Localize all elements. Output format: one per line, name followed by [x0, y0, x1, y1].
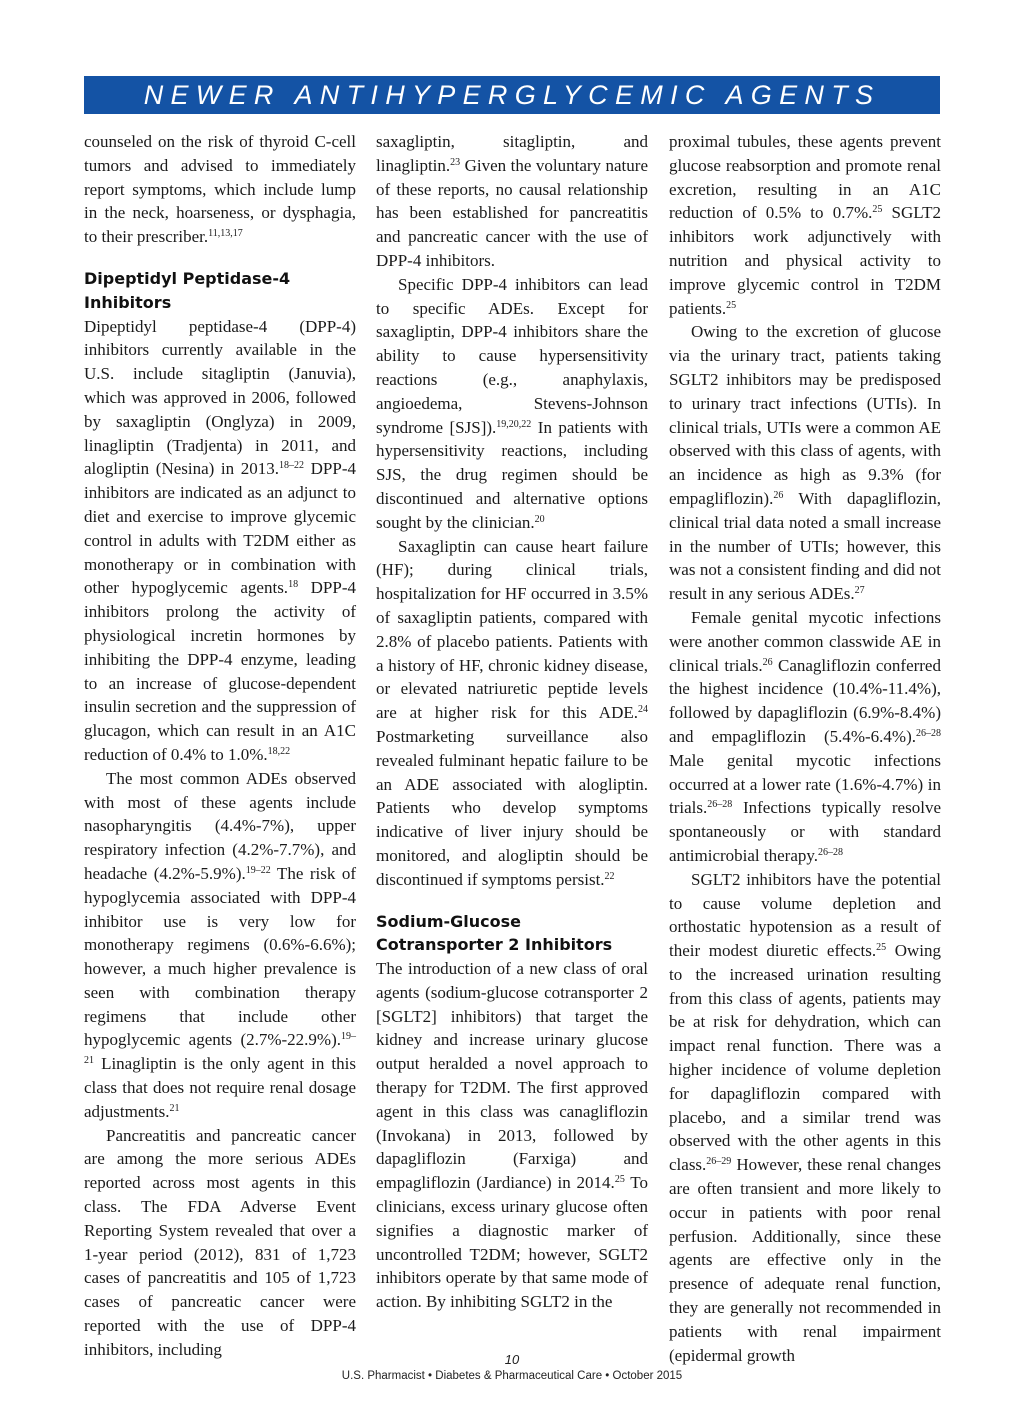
heading-sglt2-inhibitors: Sodium-Glucose Cotransporter 2 Inhibitors	[376, 911, 613, 955]
paragraph: proximal tubules, these agents prevent glucose reabsorption and promote renal excretion, resulting in an A1C reduction of 0.5% to 0.7%.$^{25}$ SGLT2 inhibitors work adjunctively with nutrition and physical activity to improve glycemic control in T2DM patients.$^{25}$	[669, 132, 941, 318]
paragraph: Saxagliptin can cause heart failure (HF); during clinical trials, hospitalization for HF occurred in 3.5% of saxagliptin patients, compared with 2.8% of placebo patients. Patients with a history of HF, chronic kidney disease, or elevated natriuretic peptide levels are at higher risk for this ADE.$^{24}$ Postmarketing surveillance also revealed fulminant hepatic failure to be an ADE associated with alogliptin. Patients who develop symptoms indicative of liver injury should be monitored, and alogliptin should be discontinued if symptoms persist.$^{22}$	[376, 536, 648, 889]
citation: 20	[534, 513, 545, 525]
paragraph: The most common ADEs observed with most of these agents include nasopharyngitis (4.4%-7%), upper respiratory infection (4.2%-7.7%), and headache (4.2%-5.9%).$^{19-22}$ The risk of hypoglycemia associated with DPP-4 inhibitor use is very low for monotherapy regimens (0.6%-6.6%); however, a much higher prevalence is seen with combination therapy regimens that include other hypoglycemic agents (2.7%-22.9%).$^{19-21}$ Linagliptin is the only agent in this class that does not require renal dosage adjustments.$^{21}$	[84, 768, 356, 1121]
citation: 23	[450, 156, 461, 168]
heading-dpp4-inhibitors: Dipeptidyl Peptidase-4 Inhibitors	[84, 268, 291, 312]
citation: 21	[169, 1102, 180, 1114]
citation: 26–29	[706, 1156, 732, 1168]
citation: 18,22	[267, 745, 291, 757]
citation: 25	[726, 299, 737, 311]
citation: 26–28	[916, 727, 941, 739]
paragraph: Owing to the excretion of glucose via the urinary tract, patients taking SGLT2 inhibitors may be predisposed to urinary tract infections (UTIs). In clinical trials, UTIs were a common AE observed with this class of agents, with an incidence as high as 9.3% (for empagliflozin).$^{26}$ With dapagliflozin, clinical trial data noted a small increase in the number of UTIs; however, this was not a consistent finding and did not result in any serious ADEs.$^{27}$	[669, 322, 941, 604]
citation: 24	[638, 704, 648, 716]
section-header-banner	[84, 76, 940, 114]
citation: 18–22	[279, 460, 305, 472]
text-column-1	[84, 130, 356, 1362]
citation: 22	[604, 870, 615, 882]
page-number: 10	[504, 1352, 520, 1367]
citation: 19,20,22	[496, 418, 532, 430]
paragraph: The introduction of a new class of oral agents (sodium-glucose cotransporter 2 [SGLT2] inhibitors) that target the kidney and increase urinary glucose output heralded a novel approach to therapy for T2DM. The first approved agent in this class was canagliflozin (Invokana) in 2013, followed by dapagliflozin (Farxiga) and empagliflozin (Jardiance) in 2014.25 To clinicians, excess urinary glucose often signifies a diagnostic marker of uncontrolled T2DM; however, SGLT2 inhibitors operate by that same mode of action. By inhibiting SGLT2 in the	[376, 959, 649, 1312]
paragraph: Female genital mycotic infections were another common classwide AE in clinical trials.$^{26}$ Canagliflozin conferred the highest incidence (10.4%-11.4%), followed by dapagliflozin (6.9%-8.4%) and empagliflozin (5.4%-6.4%).$^{26-28}$ Male genital mycotic infections occurred at a lower rate (1.6%-4.7%) in trials.$^{26-28}$ Infections typically resolve spontaneously or with standard antimicrobial therapy.$^{26-28}$	[669, 607, 941, 865]
paragraph: counseled on the risk of thyroid C-cell tumors and advised to immediately report symptoms, which include lump in the neck, hoarseness, or dysphagia, to their prescriber.$^{11,13,17}$	[84, 132, 356, 247]
section-header-title: NEWER ANTIHYPERGLYCEMIC AGENTS	[143, 80, 881, 110]
citation: 26	[762, 656, 773, 668]
paragraph: SGLT2 inhibitors have the potential to cause volume depletion and orthostatic hypotension as a result of their modest diuretic effects.$^{25}$ Owing to the increased urination resulting from this class of agents, patients may be at risk for dehydration, which can impact renal function. There was a higher incidence of volume depletion for dapagliflozin compared with placebo, and a similar trend was observed with the other agents in this class.$^{26-29}$ However, these renal changes are often transient and more likely to occur in patients with poor renal perfusion. Additionally, since these agents are effective only in the presence of adequate renal function, they are generally not recommended in patients with renal impairment (epidermal growth	[669, 869, 942, 1365]
citation: 27	[854, 585, 865, 597]
citation: 26–28	[707, 799, 733, 811]
paragraph: Dipeptidyl peptidase-4 (DPP-4) inhibitors currently available in the U.S. include sitagliptin (Januvia), which was approved in 2006, followed by saxagliptin (Onglyza) in 2009, linagliptin (Tradjenta) in 2011, and alogliptin (Nesina) in 2013.$^{18-22}$ DPP-4 inhibitors are indicated as an adjunct to diet and exercise to improve glycemic control in adults with T2DM either as monotherapy or in combination with other hypoglycemic agents.$^{18}$ DPP-4 inhibitors prolong the activity of physiological incretin hormones by inhibiting the DPP-4 enzyme, leading to an increase of glucose-dependent insulin secretion and the suppression of glucagon, which can result in an A1C reduction of 0.4% to 1.0%.$^{18,22}$	[84, 316, 356, 764]
publication-footer: U.S. Pharmacist • Diabetes & Pharmaceutical Care • October 2015	[341, 1370, 683, 1382]
citation: 26	[773, 489, 784, 501]
citation: 18	[288, 579, 299, 591]
citation: 26–28	[818, 846, 844, 858]
citation: 19–21	[84, 1031, 356, 1067]
paragraph: Pancreatitis and pancreatic cancer are among the more serious ADEs reported across most agents in this class. The FDA Adverse Event Reporting System revealed that over a 1-year period (2012), 831 of 1,723 cases of pancreatitis and 105 of 1,723 cases of pancreatic cancer were reported with the use of DPP-4 inhibitors, including	[84, 1125, 356, 1359]
text-column-2	[376, 130, 648, 1314]
text-column-3	[669, 130, 941, 1367]
citation: 11,13,17	[208, 228, 243, 240]
paragraph: saxagliptin, sitagliptin, and linagliptin.$^{23}$ Given the voluntary nature of these reports, no causal relationship has been established for pancreatitis and pancreatic cancer with the use of DPP-4 inhibitors.	[376, 132, 648, 270]
paragraph: Specific DPP-4 inhibitors can lead to specific ADEs. Except for saxagliptin, DPP-4 inhibitors share the ability to cause hypersensitivity reactions (e.g., anaphylaxis, angioedema, Stevens-Johnson syndrome [SJS]).$^{19,20,22}$ In patients with hypersensitivity reactions, including SJS, the drug regimen should be discontinued and alternative options sought by the clinician.$^{20}$	[376, 274, 648, 532]
citation: 25	[872, 204, 883, 216]
citation: 19–22	[245, 864, 271, 876]
citation: 25	[876, 942, 887, 954]
citation: 25	[614, 1174, 625, 1186]
